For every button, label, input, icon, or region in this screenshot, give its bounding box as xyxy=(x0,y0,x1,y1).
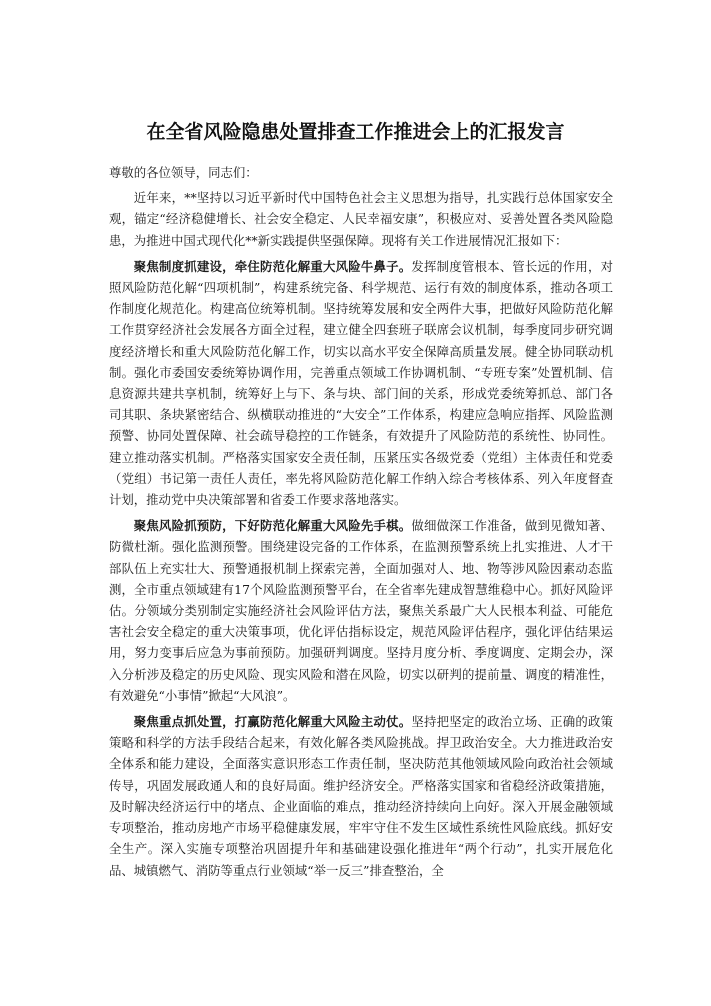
section-lead: 聚焦制度抓建设，牵住防范化解重大风险牛鼻子。 xyxy=(133,258,412,274)
document-title: 在全省风险隐患处置排查工作推进会上的汇报发言 xyxy=(146,121,565,143)
section-lead: 聚焦重点抓处置，打赢防范化解重大风险主动仗。 xyxy=(133,714,412,730)
section-body: 做细做深工作准备，做到见微知著、防微杜渐。强化监测预警。围绕建设完备的工作体系，在监测预警系统上扎实推进、人才干部队伍上充实壮大、预警通报机制上探索完善，全面加强对人、地、物等涉风险因素动态监测，全市重点领域建有17个风险监测预警平台，在全省率先建成智慧维稳中心。抓好风险评估。分领域分类别制定实施经济社会风险评估方法，聚焦关系最广大人民根本利益、可能危害社会安全稳定的重大决策事项，优化评估指标设定，规范风险评估程序，强化评估结果运用，努力变事后应急为事前预防。加强研判调度。坚持月度分析、季度调度、定期会办，深入分析涉及稳定的历史风险、现实风险和潜在风险，切实以研判的提前量、调度的精准性，有效避免“小事情”掀起“大风浪”。 xyxy=(109,518,614,703)
section-body: 发挥制度管根本、管长远的作用，对照风险防范化解“四项机制”，构建系统完备、科学规范、运行有效的制度体系，推动各项工作制度化规范化。构建高位统筹机制。坚持统筹发展和安全两件大事，把做好风险防范化解工作贯穿经济社会发展各方面全过程，建立健全四套班子联席会议机制，每季度同步研究调度经济增长和重大风险防范化解工作，切实以高水平安全保障高质量发展。健全协同联动机制。强化市委国安委统筹协调作用，完善重点领域工作协调机制、“专班专案”处置机制、信息资源共建共享机制，统筹好上与下、条与块、部门间的关系，形成党委统筹抓总、部门各司其职、条块紧密结合、纵横联动推进的“大安全”工作体系，构建应急响应指挥、风险监测预警、协同处置保障、社会疏导稳控的工作链条，有效提升了风险防范的系统性、协同性。建立推动落实机制。严格落实国家安全责任制，压紧压实各级党委（党组）主体责任和党委（党组）书记第一责任人责任，率先将风险防范化解工作纳入综合考核体系、列入年度督查计划，推动党中央决策部署和省委工作要求落地落实。 xyxy=(109,258,614,508)
document-body xyxy=(109,162,613,886)
section-body: 坚持把坚定的政治立场、正确的政策策略和科学的方法手段结合起来，有效化解各类风险挑战。捍卫政治安全。大力推进政治安全体系和能力建设，全面落实意识形态工作责任制，坚决防范其他领域风险向政治社会领域传导，巩固发展政通人和的良好局面。维护经济安全。严格落实国家和省稳经济政策措施，及时解决经济运行中的堵点、企业面临的难点，推动经济持续向上向好。深入开展金融领域专项整治，推动房地产市场平稳健康发展，牢牢守住不发生区域性系统性风险底线。抓好安全生产。深入实施专项整治巩固提升年和基础建设强化推进年“两个行动”，扎实开展危化品、城镇燃气、消防等重点行业领域“举一反三”排查整治，全 xyxy=(109,714,614,878)
section-paragraph xyxy=(109,515,613,706)
section-paragraph xyxy=(109,256,613,510)
intro-paragraph: 近年来，**坚持以习近平新时代中国特色社会主义思想为指导，扎实践行总体国家安全观，锚定“经济稳健增长、社会安全稳定、人民幸福安康”，积极应对、妥善处置各类风险隐患，为推进中国式现代化**新实践提供坚强保障。现将有关工作进展情况汇报如下： xyxy=(109,190,613,248)
salutation: 尊敬的各位领导，同志们： xyxy=(109,165,258,180)
section-paragraph xyxy=(109,711,613,881)
section-lead: 聚焦风险抓预防，下好防范化解重大风险先手棋。 xyxy=(133,518,412,534)
